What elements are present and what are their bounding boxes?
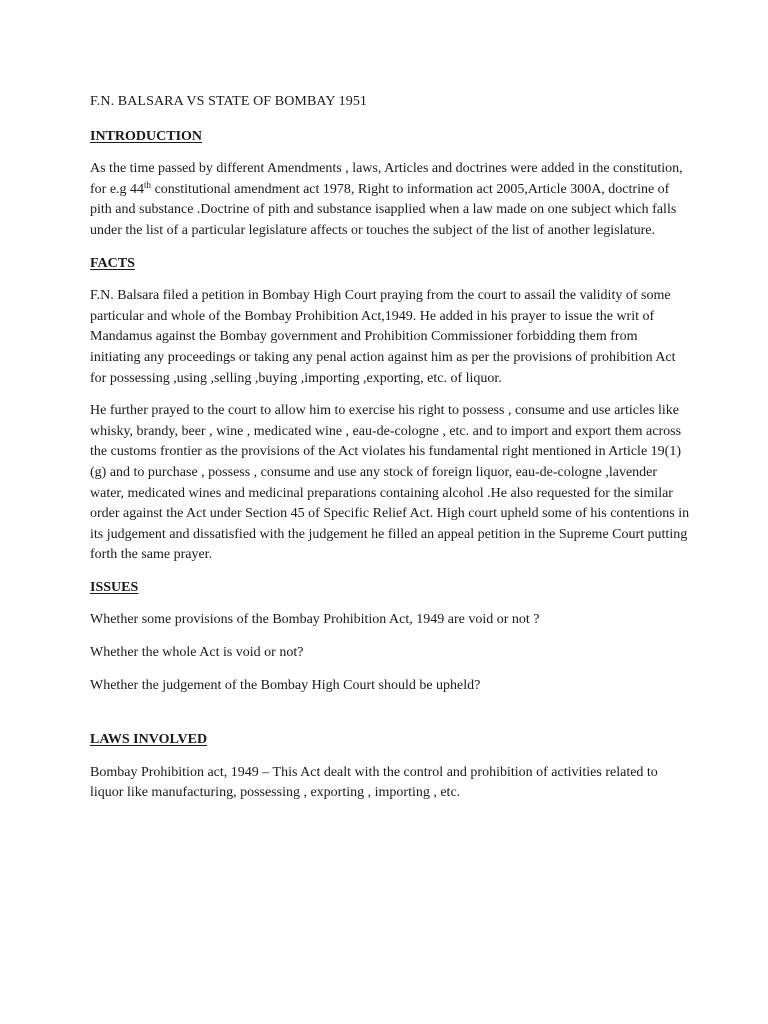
introduction-paragraph [90,159,690,241]
document-title: F.N. BALSARA VS STATE OF BOMBAY 1951 [90,94,368,109]
laws-involved-paragraph: Bombay Prohibition act, 1949 – This Act dealt with the control and prohibition of activities related to liquor like manufacturing, possessing , exporting , importing , etc. [90,764,658,801]
heading-issues: ISSUES [90,579,139,595]
document-page [90,92,690,816]
heading-introduction: INTRODUCTION [90,128,203,144]
superscript-th: th [144,179,152,190]
facts-paragraph-1: F.N. Balsara filed a petition in Bombay High Court praying from the court to assail the validity of some particular and whole of the Bombay Prohibition Act,1949. He added in his prayer to issue the writ of Mandamus against the Bombay government and Prohibition Commissioner forbidding them from initiating any proceedings or taking any penal action against him as per the provisions of prohibition Act for possessing ,using ,selling ,buying ,importing ,exporting, etc. of liquor. [90,288,676,386]
heading-facts: FACTS [90,255,135,271]
introduction-text-part-2: constitutional amendment act 1978, Right to information act 2005,Article 300A, doctrine of pith and substance .Doctrine of pith and substance isapplied when a law made on one subject which falls under the list of a particular legislature affects or touches the subject of the list of another legislature. [90,181,677,238]
introduction-text-part-1: As the time passed by different Amendments , laws, Articles and doctrines were added in the constitution, for e.g 44 [90,161,683,197]
heading-laws-involved: LAWS INVOLVED [90,732,208,748]
section-spacer [90,708,690,730]
issue-item-2: Whether the whole Act is void or not? [90,645,304,661]
facts-paragraph-2: He further prayed to the court to allow him to exercise his right to possess , consume and use articles like whisky, brandy, beer , wine , medicated wine , eau-de-cologne , etc. and to import and export them across the customs frontier as the provisions of the Act violates his fundamental right mentioned in Article 19(1)(g) and to purchase , possess , consume and use any stock of foreign liquor, eau-de-cologne ,lavender water, medicated wines and medicinal preparations containing alcohol .He also requested for the similar order against the Act under Section 45 of Specific Relief Act. High court upheld some of his contentions in its judgement and dissatisfied with the judgement he filled an appeal petition in the Supreme Court putting forth the same prayer. [90,403,690,563]
issue-item-1: Whether some provisions of the Bombay Prohibition Act, 1949 are void or not ? [90,612,540,628]
issue-item-3: Whether the judgement of the Bombay High Court should be upheld? [90,677,481,693]
